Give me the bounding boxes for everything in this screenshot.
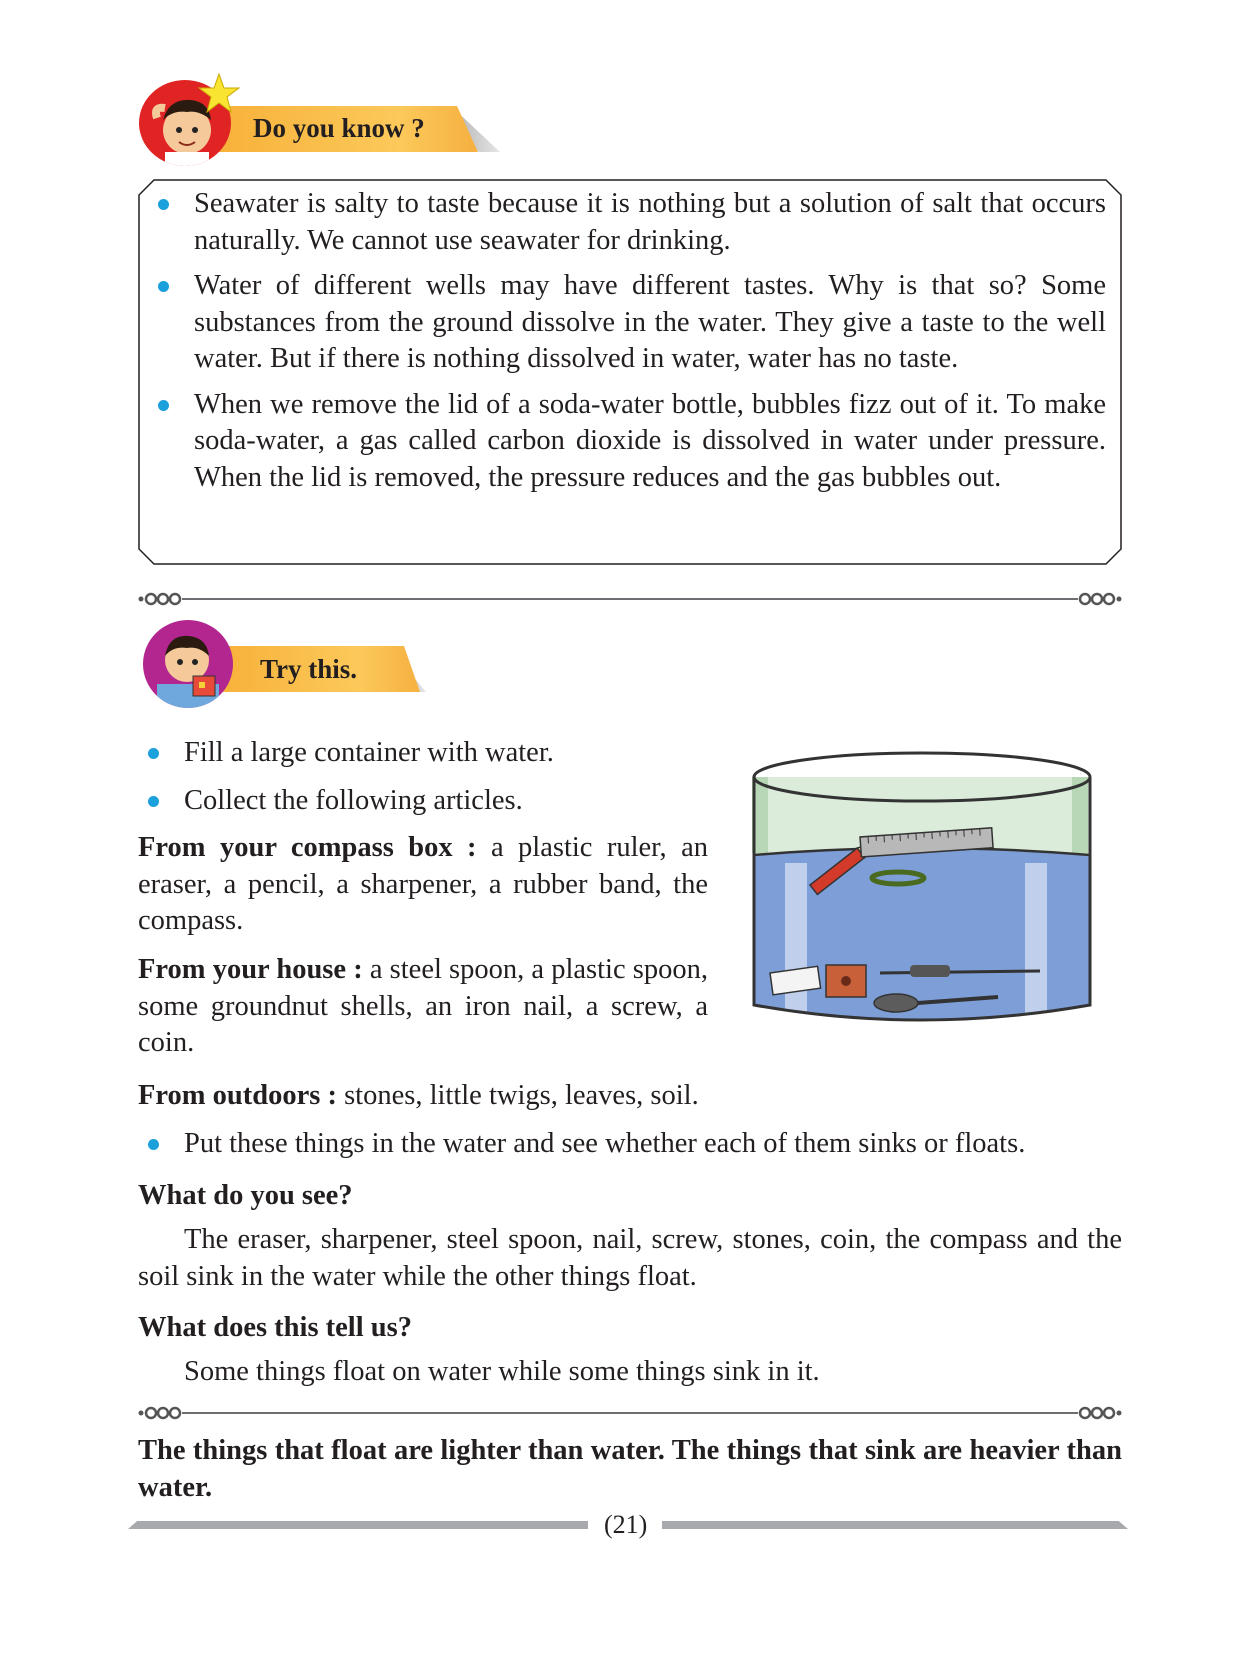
- star-icon: [196, 72, 242, 116]
- try-this-title: Try this.: [260, 654, 358, 684]
- compass-box-text: a plastic ruler, an eraser, a pencil, a sharpener, a rubber band, the compass.: [138, 832, 708, 936]
- outdoors-paragraph: [138, 1078, 1122, 1115]
- footer-line-right: [662, 1521, 1128, 1529]
- list-item: Collect the following articles.: [184, 783, 744, 820]
- list-item: Water of different wells may have different tastes. Why is that so? Some substances from the ground dissolve in the water. They give a taste to the well water. But if there is nothing dissolved in water, water has no taste.: [194, 268, 1106, 378]
- do-you-know-list: [194, 186, 1106, 505]
- water-container-illustration: [740, 735, 1110, 1055]
- house-label: From your house :: [138, 954, 363, 985]
- page-number: (21): [604, 1510, 648, 1539]
- conclusion-text: The things that float are lighter than water. The things that sink are heavier than water.: [138, 1435, 1122, 1503]
- list-item: Fill a large container with water.: [184, 735, 744, 772]
- try-this-steps: [184, 735, 744, 830]
- do-you-know-title: Do you know ?: [253, 113, 425, 143]
- outdoors-label: From outdoors :: [138, 1080, 337, 1111]
- house-text: a steel spoon, a plastic spoon, some groundnut shells, an iron nail, a screw, a coin.: [138, 954, 708, 1058]
- answer-what-do-you-see: The eraser, sharpener, steel spoon, nail, screw, stones, coin, the compass and the soil sink in the water while the other things float.: [138, 1224, 1122, 1292]
- list-item: When we remove the lid of a soda-water bottle, bubbles fizz out of it. To make soda-water, a gas called carbon dioxide is dissolved in water under pressure. When the lid is removed, the pressure reduces and the gas bubbles out.: [194, 387, 1106, 497]
- question-what-do-you-see: What do you see?: [138, 1180, 353, 1211]
- section-divider: [138, 1406, 1122, 1420]
- compass-box-paragraph: [138, 830, 708, 940]
- compass-box-label: From your compass box :: [138, 832, 477, 863]
- list-item: Seawater is salty to taste because it is nothing but a solution of salt that occurs naturally. We cannot use seawater for drinking.: [194, 186, 1106, 259]
- list-item: Put these things in the water and see whether each of them sinks or floats.: [184, 1126, 1122, 1163]
- outdoors-text: stones, little twigs, leaves, soil.: [336, 1080, 699, 1111]
- house-paragraph: [138, 952, 708, 1062]
- footer-line-left: [128, 1521, 588, 1529]
- section-divider: [138, 592, 1122, 606]
- boy-with-cube-icon: [143, 620, 233, 708]
- try-this-step3: [184, 1126, 1122, 1163]
- question-what-does-this-tell-us: What does this tell us?: [138, 1312, 412, 1343]
- answer-what-does-this-tell-us: Some things float on water while some things sink in it.: [184, 1356, 820, 1387]
